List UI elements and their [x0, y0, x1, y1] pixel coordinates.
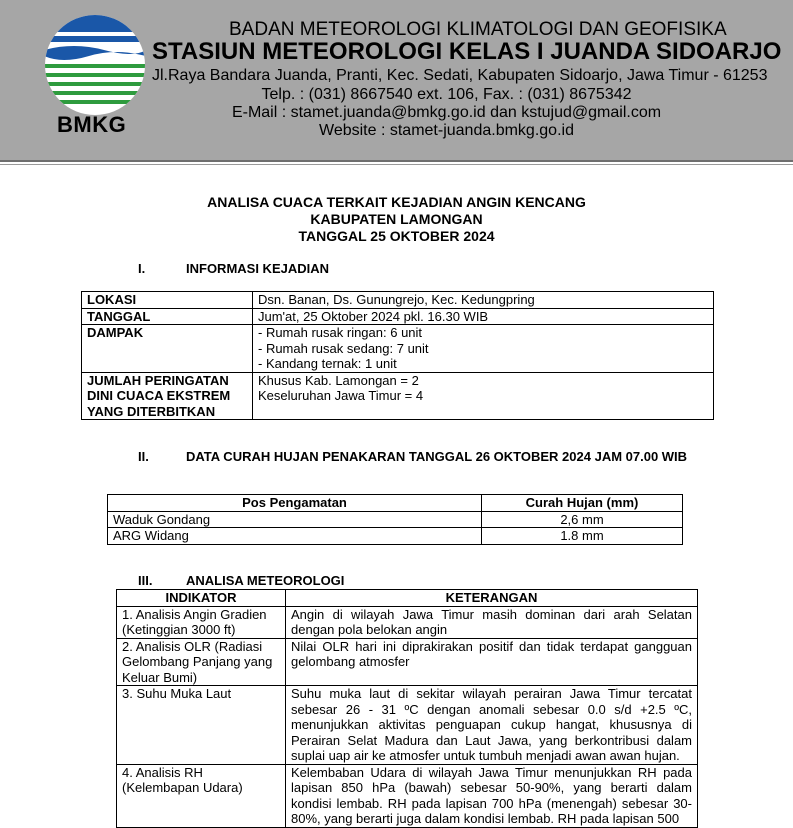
row-label: LOKASI	[82, 292, 253, 309]
description-cell: Angin di wilayah Jawa Timur masih dominan dari arah Selatan dengan pola belokan angin	[286, 606, 698, 638]
doc-title-line3: TANGGAL 25 OKTOBER 2024	[298, 228, 495, 244]
row-value	[253, 372, 714, 420]
meteorology-table	[116, 589, 698, 828]
table-row	[117, 686, 698, 765]
table-row	[108, 511, 683, 528]
section2-heading: DATA CURAH HUJAN PENAKARAN TANGGAL 26 OKTOBER 2024 JAM 07.00 WIB	[186, 449, 688, 464]
table-row	[82, 308, 714, 325]
table-header-row	[117, 590, 698, 607]
section3-heading: ANALISA METEOROLOGI	[186, 573, 345, 588]
station-cell: Waduk Gondang	[108, 511, 482, 528]
column-header: Curah Hujan (mm)	[482, 495, 683, 512]
indicator-cell: 2. Analisis OLR (Radiasi Gelombang Panjang yang Keluar Bumi)	[117, 638, 286, 686]
column-header: INDIKATOR	[117, 590, 286, 607]
description-cell: Kelembaban Udara di wilayah Jawa Timur menunjukkan RH pada lapisan 850 hPa (bawah) sebesar 50-90%, yang berarti dalam kondisi lembab. RH pada lapisan 700 hPa (menengah) sebesar 30-80%, yang berarti juga dalam kondisi lembab. RH pada lapisan 500	[286, 764, 698, 827]
column-header: KETERANGAN	[286, 590, 698, 607]
agency-name: BADAN METEOROLOGI KLIMATOLOGI DAN GEOFISIKA	[229, 19, 727, 40]
impact-item: - Rumah rusak ringan: 6 unit	[258, 325, 423, 340]
column-header: Pos Pengamatan	[108, 495, 482, 512]
row-value: Dsn. Banan, Ds. Gunungrejo, Kec. Kedungpring	[253, 292, 714, 309]
section1-heading: INFORMASI KEJADIAN	[186, 261, 330, 276]
table-row	[82, 292, 714, 309]
impact-item: - Kandang ternak: 1 unit	[258, 356, 397, 371]
row-label: JUMLAH PERINGATAN DINI CUACA EKSTREM YANG DITERBITKAN	[82, 372, 253, 420]
section3-number: III.	[138, 573, 153, 588]
description-cell: Suhu muka laut di sekitar wilayah perairan Jawa Timur tercatat sebesar 26 - 31 ºC dengan anomali sebesar 0.0 s/d +2.5 ºC, menunjukkan aktivitas penguapan cukup hangat, khususnya di Perairan Selat Madura dan Laut Jawa, yang berkontribusi dalam suplai uap air ke atmosfer untuk tumbuh menjadi awan awan hujan.	[286, 686, 698, 765]
table-row	[117, 764, 698, 827]
table-row	[117, 606, 698, 638]
section2-number: II.	[138, 449, 149, 464]
row-value: Jum'at, 25 Oktober 2024 pkl. 16.30 WIB	[253, 308, 714, 325]
indicator-cell: 1. Analisis Angin Gradien (Ketinggian 3000 ft)	[117, 606, 286, 638]
table-row	[82, 372, 714, 420]
row-label: DAMPAK	[82, 325, 253, 373]
warning-count: Keseluruhan Jawa Timur = 4	[258, 388, 424, 403]
impact-item: - Rumah rusak sedang: 7 unit	[258, 340, 429, 356]
letterhead-divider	[0, 160, 793, 162]
letterhead-divider-thin	[0, 164, 793, 165]
row-value	[253, 325, 714, 373]
indicator-cell: 3. Suhu Muka Laut	[117, 686, 286, 765]
station-cell: ARG Widang	[108, 528, 482, 545]
doc-title-line1: ANALISA CUACA TERKAIT KEJADIAN ANGIN KENCANG	[207, 194, 586, 210]
station-phone: Telp. : (031) 8667540 ext. 106, Fax. : (031) 8675342	[261, 86, 632, 103]
table-header-row	[108, 495, 683, 512]
row-label: TANGGAL	[82, 308, 253, 325]
table-row	[82, 325, 714, 373]
station-website[interactable]: Website : stamet-juanda.bmkg.go.id	[319, 122, 574, 139]
station-email[interactable]: E-Mail : stamet.juanda@bmkg.go.id dan kstujud@gmail.com	[231, 104, 662, 121]
table-row	[108, 528, 683, 545]
rainfall-cell: 1.8 mm	[482, 528, 683, 545]
rainfall-cell: 2,6 mm	[482, 511, 683, 528]
doc-title-line2: KABUPATEN LAMONGAN	[310, 211, 483, 227]
station-name: STASIUN METEOROLOGI KELAS I JUANDA SIDOARJO	[152, 38, 782, 65]
station-address: Jl.Raya Bandara Juanda, Pranti, Kec. Sedati, Kabupaten Sidoarjo, Jawa Timur - 61253	[152, 67, 768, 84]
table-row	[117, 638, 698, 686]
section1-number: I.	[138, 261, 146, 276]
incident-info-table	[81, 291, 714, 420]
description-cell: Nilai OLR hari ini diprakirakan positif dan tidak terdapat gangguan gelombang atmosfer	[286, 638, 698, 686]
rainfall-table	[107, 494, 683, 545]
warning-count: Khusus Kab. Lamongan = 2	[258, 372, 419, 388]
indicator-cell: 4. Analisis RH (Kelembapan Udara)	[117, 764, 286, 827]
logo-text: BMKG	[57, 112, 127, 137]
